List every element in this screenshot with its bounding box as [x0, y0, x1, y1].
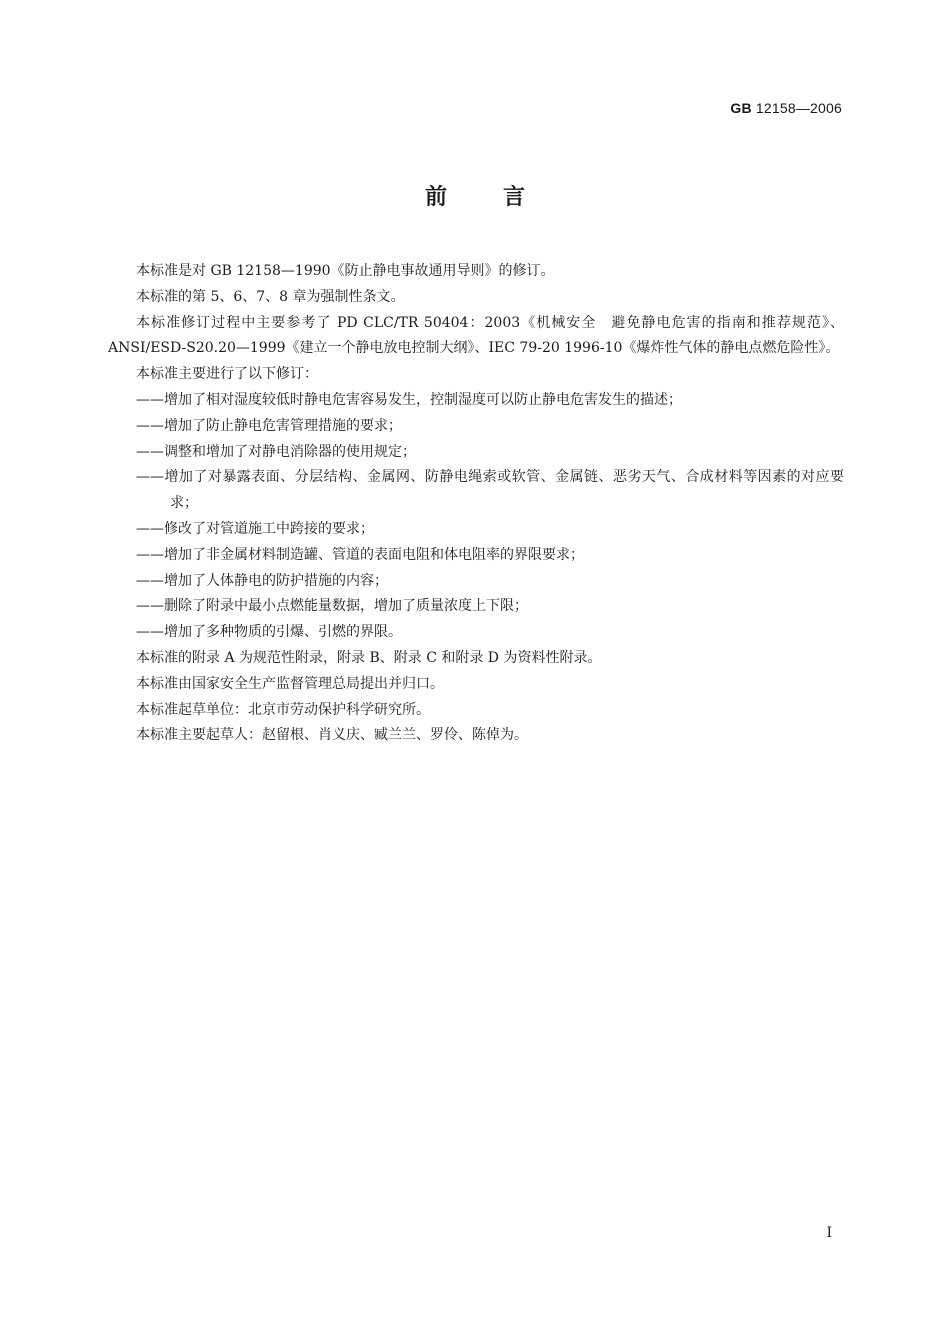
- standard-code: 12158—2006: [755, 100, 842, 116]
- paragraph-proposed-by: 本标准由国家安全生产监督管理总局提出并归口。: [136, 675, 444, 692]
- foreword-body: [108, 259, 844, 749]
- paragraph-revisions-intro: 本标准主要进行了以下修订：: [136, 366, 318, 383]
- revision-item: ——增加了对暴露表面、分层结构、金属网、防静电绳索或软管、金属链、恶劣天气、合成材料等因素的对应要求；: [136, 469, 844, 512]
- revision-item: ——增加了防止静电危害管理措施的要求；: [136, 417, 402, 434]
- standard-prefix: GB: [730, 100, 752, 116]
- revision-item: ——删除了附录中最小点燃能量数据，增加了质量浓度上下限；: [136, 598, 528, 615]
- revision-item: ——增加了非金属材料制造罐、管道的表面电阻和体电阻率的界限要求；: [136, 546, 584, 563]
- standard-number: [730, 100, 842, 116]
- paragraph-drafters: 本标准主要起草人：赵留根、肖义庆、臧兰兰、罗伶、陈倬为。: [136, 727, 528, 744]
- paragraph-appendices: 本标准的附录 A 为规范性附录，附录 B、附录 C 和附录 D 为资料性附录。: [136, 649, 602, 666]
- page-title: 前言: [424, 185, 581, 210]
- page-number: I: [826, 1225, 832, 1241]
- paragraph-drafting-unit: 本标准起草单位：北京市劳动保护科学研究所。: [136, 701, 430, 718]
- revision-item: ——修改了对管道施工中跨接的要求；: [136, 520, 374, 537]
- paragraph-revision-of: 本标准是对 GB 12158—1990《防止静电事故通用导则》的修订。: [136, 263, 555, 279]
- revision-item: ——增加了多种物质的引爆、引燃的界限。: [136, 624, 402, 641]
- revision-item: ——调整和增加了对静电消除器的使用规定；: [136, 443, 416, 460]
- revision-item: ——增加了相对湿度较低时静电危害容易发生，控制湿度可以防止静电危害发生的描述；: [136, 391, 682, 408]
- revision-item: ——增加了人体静电的防护措施的内容；: [136, 572, 388, 589]
- paragraph-mandatory-clauses: 本标准的第 5、6、7、8 章为强制性条文。: [136, 288, 405, 305]
- paragraph-references: 本标准修订过程中主要参考了 PD CLC/TR 50404：2003《机械安全 避免静电危害的指南和推荐规范》、ANSI/ESD-S20.20—1999《建立一个静电放电控制大纲》、IEC 79-20 1996-10《爆炸性气体的静电点燃危险性》。: [108, 314, 844, 357]
